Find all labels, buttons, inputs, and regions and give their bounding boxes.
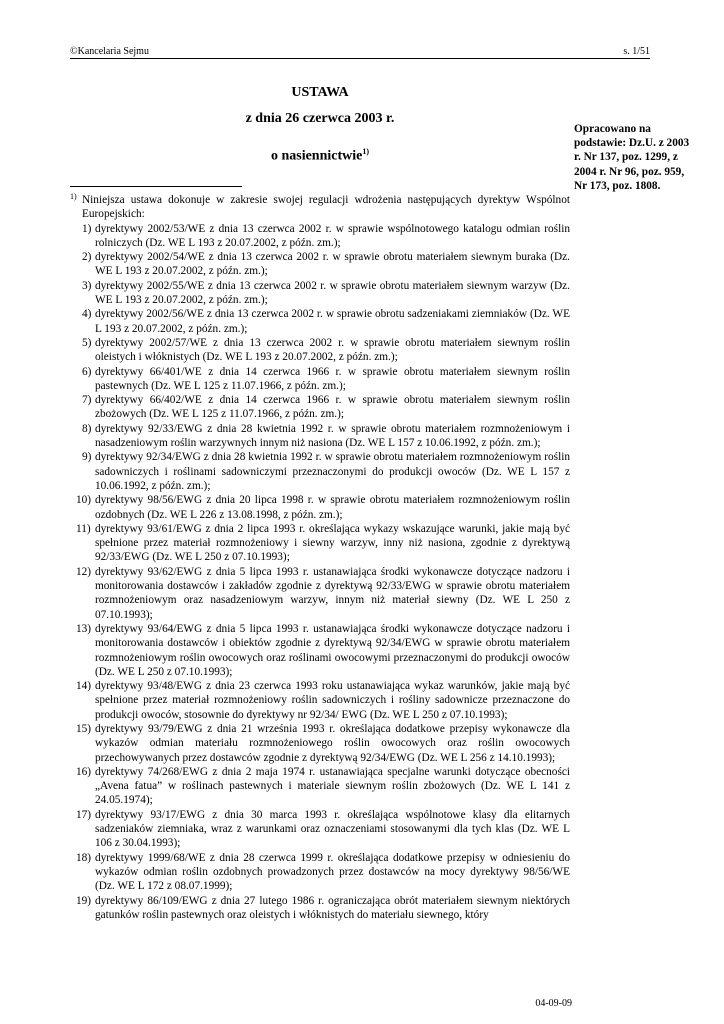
directive-item-number: 16) [76,765,92,778]
directive-item-text: dyrektywy 66/402/WE z dnia 14 czerwca 1966 r. w sprawie obrotu materiałem siewnym roślin zbożowych (Dz. WE L 125 z 11.07.1966, z późn. zm.); [95,394,570,421]
directive-item-number: 14) [76,680,92,693]
directive-item-number: 1) [82,222,92,235]
directive-item [70,307,570,336]
directive-item-text: dyrektywy 92/33/EWG z dnia 28 kwietnia 1992 r. w sprawie obrotu materiałem rozmnożeniowym i nasadzeniowym roślin warzywnych innym niż nasiona (Dz. WE L 157 z 10.06.1992, z późn. zm.); [95,422,570,450]
directive-item-text: dyrektywy 2002/54/WE z dnia 13 czerwca 2002 r. w sprawie obrotu materiałem siewnym buraka (Dz. WE L 193 z 20.07.2002, z późn. zm.); [95,251,570,278]
directive-item-number: 3) [82,279,92,292]
directive-item-number: 2) [82,251,92,264]
footnote [70,193,570,922]
directive-item [70,393,570,422]
directive-item-number: 9) [82,451,92,464]
header-publisher: ©Kancelaria Sejmu [70,46,149,57]
directive-item-text: dyrektywy 2002/53/WE z dnia 13 czerwca 2002 r. w sprawie wspólnotowego katalogu odmian roślin rolniczych (Dz. WE L 193 z 20.07.2002, z późn. zm.); [95,222,570,249]
directive-item [70,565,570,622]
directive-item-text: dyrektywy 66/401/WE z dnia 14 czerwca 1966 r. w sprawie obrotu materiałem siewnym roślin pastewnych (Dz. WE L 125 z 11.07.1966, z późn. zm.); [95,365,570,392]
footnote-intro-text: Niniejsza ustawa dokonuje w zakresie swojej regulacji wdrożenia następujących dyrektyw Wspólnot Europejskich: [82,194,570,221]
footnote-separator [70,186,242,187]
directive-item-text: dyrektywy 93/79/EWG z dnia 21 września 1993 r. określająca dodatkowe przepisy wykonawcze dla wykazów odmian materiału rozmnożeniowego roślin owocowych oraz roślin owocowych przechowywanych przez dostawców zgodnie z dyrektywą 92/34/EWG (Dz. WE L 256 z 14.10.1993); [95,722,570,764]
directive-item-number: 18) [76,851,92,864]
footnote-marker: 1) [70,192,77,201]
directive-item [70,622,570,679]
directive-item-number: 7) [82,394,92,407]
directive-item-number: 5) [82,336,92,349]
directive-item [70,765,570,808]
directive-item-text: dyrektywy 2002/56/WE z dnia 13 czerwca 2002 r. w sprawie obrotu sadzeniakami ziemniaków (Dz. WE L 193 z 20.07.2002, z późn. zm.); [95,308,570,335]
directive-item-text: dyrektywy 93/61/EWG z dnia 2 lipca 1993 r. określająca wykazy wskazujące warunki, jakie mają być spełnione przez materiał rozmnożeniowy i siewny warzyw, inny niż nasiona, zgodnie z dyrektywą 92/33/EWG (Dz. WE L 250 z 07.10.1993); [95,522,570,564]
directive-item [70,894,570,923]
act-date-title: z dnia 26 czerwca 2003 r. [245,111,395,126]
footnote-intro [70,193,570,222]
header-page-number: s. 1/51 [623,46,650,57]
directive-item-text: dyrektywy 92/34/EWG z dnia 28 kwietnia 1992 r. w sprawie obrotu materiałem rozmnożeniowym roślin sadowniczych i roślinami sadowniczymi przeznaczonymi do produkcji owoców (Dz. WE L 157 z 10.06.1992, z późn. zm.); [95,451,570,492]
directive-item [70,493,570,522]
directive-item [70,679,570,722]
act-type-title: USTAWA [291,85,349,100]
header-rule [70,58,650,59]
directive-item-number: 17) [76,808,92,821]
directive-item-number: 10) [76,494,92,507]
directive-item-number: 19) [76,894,92,907]
directive-item [70,450,570,493]
directive-item [70,222,570,251]
directive-item [70,722,570,765]
directive-item-text: dyrektywy 93/48/EWG z dnia 23 czerwca 1993 roku ustanawiająca wykaz warunków, jakie mają być spełnione przez materiał rozmnożeniowy roślin sadowniczych i rośliny sadownicze przeznaczone do produkcji owoców, stosownie do dyrektywy nr 92/34/ EWG (Dz. WE L 250 z 07.10.1993); [95,680,570,721]
directive-item-text: dyrektywy 2002/57/WE z dnia 13 czerwca 2002 r. w sprawie obrotu materiałem siewnym roślin oleistych i włóknistych (Dz. WE L 193 z 20.07.2002, z późn. zm.); [95,336,570,364]
directive-item-text: dyrektywy 1999/68/WE z dnia 28 czerwca 1999 r. określająca dodatkowe przepisy w odniesieniu do wykazów odmian roślin ozdobnych prowadzonych przez dostawców na mocy dyrektywy 98/56/WE (Dz. WE L 172 z 08.07.1999); [95,851,570,893]
directive-item [70,279,570,308]
directive-item-number: 4) [82,308,92,321]
directive-item-text: dyrektywy 93/62/EWG z dnia 5 lipca 1993 r. ustanawiająca środki wykonawcze dotyczące nadzoru i monitorowania dostawców i zakładów zgodnie z dyrektywą 92/33/EWG w sprawie obrotu materiałem rozmnożeniowym oraz nasadzeniowym warzyw, innym niż materiał siewny (Dz. WE L 250 z 07.10.1993); [95,565,570,621]
directive-item-text: dyrektywy 93/17/EWG z dnia 30 marca 1993 r. określająca wspólnotowe klasy dla elitarnych sadzeniaków ziemniaka, wraz z warunkami oraz oznaczeniami stosowanymi dla tych klas (Dz. WE L 106 z 30.04.1993); [95,808,570,850]
directive-item-text: dyrektywy 2002/55/WE z dnia 13 czerwca 2002 r. w sprawie obrotu materiałem siewnym warzyw (Dz. WE L 193 z 20.07.2002, z późn. zm.); [95,279,570,307]
directive-item [70,522,570,565]
act-subject-text: o nasiennictwie [270,148,363,164]
directive-item [70,336,570,365]
directive-item-number: 15) [76,722,92,735]
directive-item [70,365,570,394]
directive-list [70,222,570,923]
directive-item-number: 13) [76,622,92,635]
directive-item-number: 6) [82,365,92,378]
act-subject-title [70,147,570,165]
footnote-reference: 1) [362,147,370,156]
footer-date: 04-09-09 [535,998,572,1009]
directive-item-number: 11) [76,522,91,535]
directive-item-text: dyrektywy 74/268/EWG z dnia 2 maja 1974 r. ustanawiająca specjalne warunki dotyczące obecności „Avena fatua” w roślinach pastewnych i materiale siewnym roślin zbożowych (Dz. WE L 141 z 24.05.1974); [95,765,570,807]
directive-item-text: dyrektywy 86/109/EWG z dnia 27 lutego 1986 r. ograniczająca obrót materiałem siewnym niektórych gatunków roślin pastewnych oraz oleistych i włóknistych do materiału siewnego, który [95,894,570,921]
side-note-source: Opracowano na podstawie: Dz.U. z 2003 r. Nr 137, poz. 1299, z 2004 r. Nr 96, poz. 959, Nr 173, poz. 1808. [574,123,690,192]
directive-item-text: dyrektywy 93/64/EWG z dnia 5 lipca 1993 r. ustanawiająca środki wykonawcze dotyczące nadzoru i monitorowania dostawców i obiektów zgodnie z dyrektywą 92/34/EWG w sprawie obrotu materiałem rozmnożeniowym roślin owocowych oraz roślinami owocowymi przeznaczonymi do produkcji owoców (Dz. WE L 250 z 07.10.1993); [95,622,570,678]
directive-item [70,422,570,451]
directive-item-text: dyrektywy 98/56/EWG z dnia 20 lipca 1998 r. w sprawie obrotu materiałem rozmnożeniowym roślin ozdobnych (Dz. WE L 226 z 13.08.1998, z późn. zm.); [95,494,570,521]
directive-item [70,851,570,894]
directive-item [70,808,570,851]
directive-item [70,250,570,279]
directive-item-number: 12) [76,565,92,578]
directive-item-number: 8) [82,422,92,435]
